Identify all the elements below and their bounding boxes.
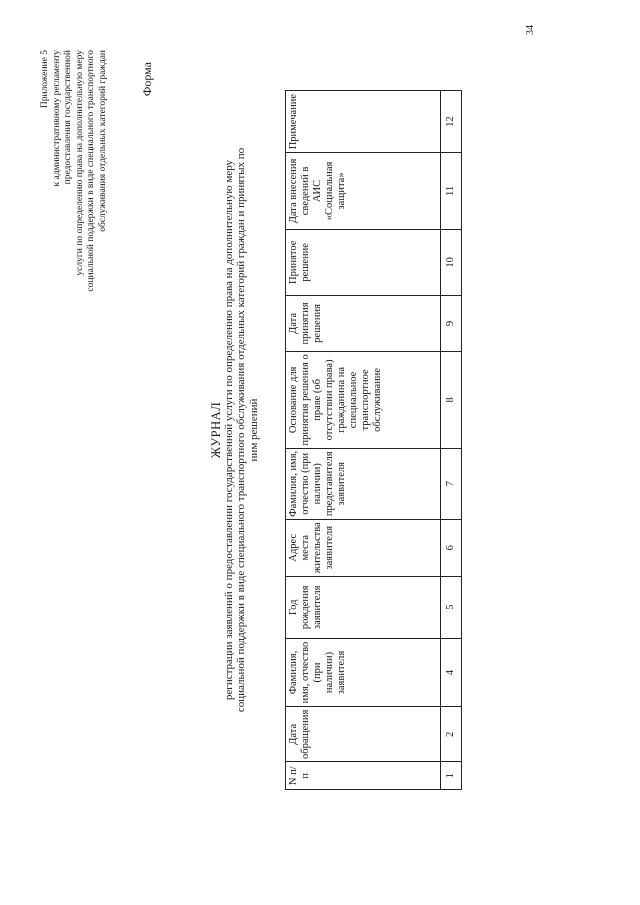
journal-title <box>210 50 260 810</box>
header-cell: Основание для принятия решения о праве (об отсутствии права) гражданина на специальное транспортное обслуживание <box>286 351 441 448</box>
page-number: 34 <box>525 25 536 35</box>
journal-heading: ЖУРНАЛ <box>209 401 223 459</box>
form-label: Форма <box>140 62 154 97</box>
annex-line: к административному регламенту <box>51 50 62 187</box>
column-number: 11 <box>441 153 462 229</box>
column-number: 9 <box>441 295 462 351</box>
rotated-page <box>40 25 560 830</box>
annex-line: социальной поддержки в виде специального транспортного <box>86 50 96 292</box>
column-number: 10 <box>441 229 462 295</box>
header-cell: Год рождения заявителя <box>286 576 441 638</box>
header-cell: Принятое решение <box>286 229 441 295</box>
column-number-row <box>441 91 462 790</box>
header-cell: Дата внесения сведений в АИС «Социальная защита» <box>286 153 441 229</box>
table-header-row <box>286 91 441 790</box>
journal-subtitle-line: ним решений <box>247 398 260 462</box>
column-number: 2 <box>441 707 462 762</box>
journal-subtitle-line: регистрации заявлений о предоставлении государственной услуги по определению права на дополнительную меру <box>222 159 235 701</box>
annex-line: Приложение 5 <box>40 50 50 109</box>
header-cell: N п/п <box>286 762 441 790</box>
column-number: 12 <box>441 91 462 153</box>
annex-line: предоставления государственной <box>63 50 73 185</box>
column-number: 7 <box>441 448 462 519</box>
journal-table <box>285 90 462 790</box>
header-cell: Дата принятия решения <box>286 295 441 351</box>
column-number: 5 <box>441 576 462 638</box>
annex-line: обслуживания отдельных категорий граждан <box>97 50 108 232</box>
header-cell: Фамилия, имя, отчество (при наличии) представителя заявителя <box>286 448 441 519</box>
header-cell: Адрес места жительства заявителя <box>286 519 441 576</box>
header-cell: Фамилия, имя, отчество (при наличии) заявителя <box>286 638 441 706</box>
annex-line: услуги по определению права на дополнительную меру <box>74 50 85 276</box>
annex-header <box>40 50 109 410</box>
column-number: 6 <box>441 519 462 576</box>
column-number: 8 <box>441 351 462 448</box>
column-number: 4 <box>441 638 462 706</box>
column-number: 1 <box>441 762 462 790</box>
journal-subtitle-line: социальной поддержки в виде специального транспортного обслуживания отдельных категорий граждан и принятых по <box>235 147 247 713</box>
header-cell: Примечание <box>286 91 441 153</box>
header-cell: Дата обращения <box>286 707 441 762</box>
